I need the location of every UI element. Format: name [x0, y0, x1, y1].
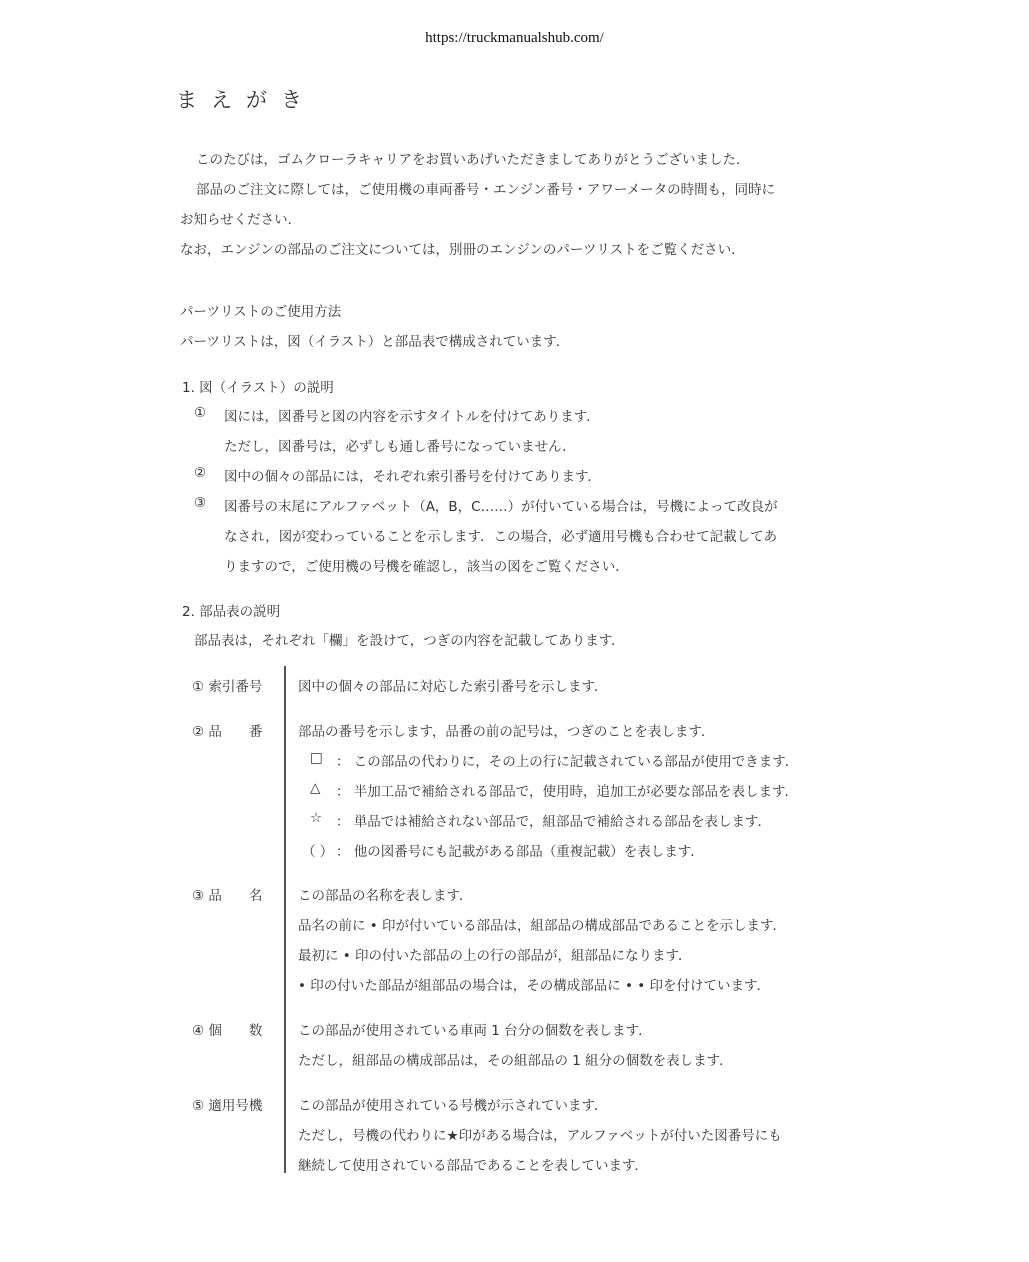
intro-line: なお，エンジンの部品のご注文については，別冊のエンジンのパーツリストをご覧ください．	[180, 242, 745, 258]
row-label: ① 索引番号	[192, 679, 263, 695]
row-text: この部品が使用されている車両 1 台分の個数を表します．	[298, 1023, 652, 1039]
page-title: まえがき	[176, 88, 316, 112]
symbol-text: ： この部品の代わりに，その上の行に記載されている部品が使用できます．	[336, 754, 799, 770]
row-label: ④ 個 数	[192, 1023, 263, 1039]
row-text: この部品が使用されている号機が示されています．	[298, 1098, 608, 1114]
item-number: ①	[194, 405, 207, 421]
item-number: ③	[194, 495, 207, 511]
symbol-text: ： 半加工品で補給される部品で，使用時，追加工が必要な部品を表します．	[336, 784, 798, 800]
usage-text: パーツリストは，図（イラスト）と部品表で構成されています．	[180, 334, 570, 350]
section2-heading: 2. 部品表の説明	[182, 604, 281, 620]
intro-line: 部品のご注文に際しては，ご使用機の車両番号・エンジン番号・アワーメータの時間も，同時に	[196, 182, 776, 198]
row-text: ただし，組部品の構成部品は，その組部品の 1 組分の個数を表します．	[298, 1053, 733, 1069]
item-text: なされ，図が変わっていることを示します．この場合，必ず適用号機も合わせて記載してあ	[224, 529, 778, 545]
section1-heading: 1. 図（イラスト）の説明	[182, 380, 334, 396]
row-text: この部品の名称を表します．	[298, 888, 473, 904]
square-symbol-icon: □	[310, 750, 323, 766]
row-text: • 印の付いた部品が組部品の場合は，その構成部品に • • 印を付けています．	[298, 978, 770, 994]
row-label: ③ 品 名	[192, 888, 263, 904]
triangle-symbol-icon: △	[310, 780, 321, 796]
section2-intro: 部品表は，それぞれ「欄」を設けて，つぎの内容を記載してあります．	[194, 633, 625, 649]
row-text: 部品の番号を示します，品番の前の記号は，つぎのことを表します．	[298, 724, 715, 740]
usage-heading: パーツリストのご使用方法	[180, 304, 342, 320]
item-text: 図中の個々の部品には，それぞれ索引番号を付けてあります．	[224, 469, 601, 485]
item-text: 図には，図番号と図の内容を示すタイトルを付けてあります．	[224, 409, 600, 425]
intro-line: このたびは，ゴムクローラキャリアをお買いあげいただきましてありがとうございました．	[196, 152, 750, 168]
table-divider	[284, 666, 286, 1173]
row-label: ② 品 番	[192, 724, 263, 740]
row-text: ただし，号機の代わりに★印がある場合は，アルファベットが付いた図番号にも	[298, 1128, 782, 1144]
star-symbol-icon: ☆	[310, 810, 323, 826]
row-label: ⑤ 適用号機	[192, 1098, 263, 1114]
source-url: https://truckmanualshub.com/	[425, 30, 604, 46]
item-number: ②	[194, 465, 207, 481]
item-text: 図番号の末尾にアルファベット（A，B，C……）が付いている場合は，号機によって改良が	[224, 499, 778, 515]
item-text: ただし，図番号は，必ずしも通し番号になっていません．	[224, 439, 576, 455]
row-text: 図中の個々の部品に対応した索引番号を示します．	[298, 679, 608, 695]
row-text: 最初に • 印の付いた部品の上の行の部品が，組部品になります．	[298, 948, 692, 964]
symbol-text: ： 他の図番号にも記載がある部品（重複記載）を表します．	[336, 844, 704, 860]
intro-line: お知らせください．	[180, 212, 302, 228]
symbol-text: ： 単品では補給されない部品で，組部品で補給される部品を表します．	[336, 814, 771, 830]
parenthesis-symbol: （ ）	[302, 844, 334, 860]
row-text: 品名の前に • 印が付いている部品は，組部品の構成部品であることを示します．	[298, 918, 786, 934]
row-text: 継続して使用されている部品であることを表しています．	[298, 1158, 648, 1174]
item-text: りますので，ご使用機の号機を確認し，該当の図をご覧ください．	[224, 559, 629, 575]
